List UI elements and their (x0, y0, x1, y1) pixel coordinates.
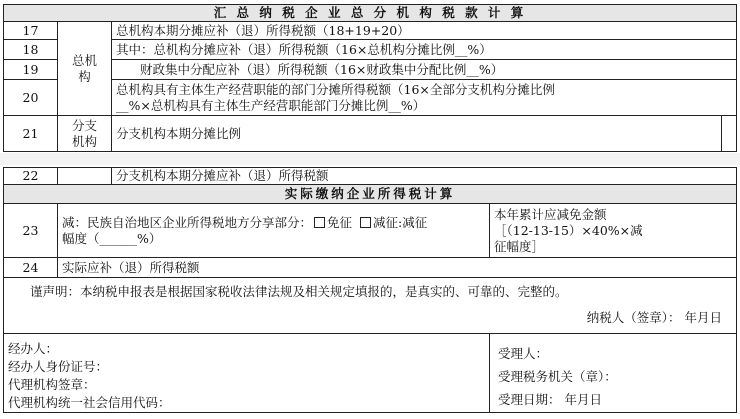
row-text: 分支机构本期分摊比例 (112, 116, 722, 152)
row-number: 24 (4, 258, 58, 278)
agent-block: 经办人： 经办人身份证号： 代理机构签章： 代理机构统一社会信用代码： (4, 334, 490, 413)
table-row (4, 60, 737, 80)
table-row (4, 204, 737, 258)
exempt-checkbox[interactable] (314, 217, 325, 228)
row-text-multiline: 总机构具有主体生产经营职能的部门分摊所得税额（16×全部分支机构分摊比例 __%×总机构具有主体生产经营职能部门分摊比例__%） (112, 80, 737, 116)
reduce-checkbox[interactable] (360, 217, 371, 228)
taxpayer-signature: 纳税人（签章）： 年月日 (586, 310, 722, 325)
annual-reduction-cell: 本年累计应减免金额 ［（12-13-15）×40%×减 征幅度］ (490, 204, 737, 258)
row-text: 财政集中分配应补（退）所得税额（16×财政集中分配比例__%） (112, 60, 737, 80)
table-row (4, 80, 737, 116)
summary-tax-table (3, 4, 737, 152)
table-row (4, 258, 737, 278)
group-label-zong: 总机构 (58, 22, 112, 116)
row-text: 总机构本期分摊应补（退）所得税额（18+19+20） (112, 22, 737, 40)
row-number: 18 (4, 40, 58, 60)
acceptance-block: 受理人： 受理税务机关（章）： 受理日期： 年月日 (490, 334, 737, 413)
row-number: 17 (4, 22, 58, 40)
table-row (4, 168, 737, 185)
row-number: 19 (4, 60, 58, 80)
table-row (4, 40, 737, 60)
group-label-fen: 分支机构 (58, 116, 112, 152)
reduction-cell: 减：民族自治地区企业所得税地方分享部分： 免征 减征:减征 幅度（______%） (58, 204, 490, 258)
declaration-text: 谨声明：本纳税申报表是根据国家税收法律法规及相关规定填报的，是真实的、可靠的、完整的。 (30, 284, 568, 299)
row-text: 实际应补（退）所得税额 (58, 258, 737, 278)
row-number: 23 (4, 204, 58, 258)
row-number: 21 (4, 116, 58, 152)
table-row (4, 22, 737, 40)
signature-row (4, 334, 737, 413)
row-number: 22 (4, 168, 58, 185)
actual-tax-table (3, 167, 737, 413)
row-number: 20 (4, 80, 58, 116)
page-gap (0, 153, 740, 165)
declaration-row (4, 278, 737, 334)
section-title: 汇 总 纳 税 企 业 总 分 机 构 税 款 计 算 (4, 5, 737, 22)
section-title: 实际缴纳企业所得税计算 (4, 185, 737, 204)
table-row (4, 116, 737, 152)
row-text: 其中：总机构分摊应补（退）所得税额（16×总机构分摊比例__%） (112, 40, 737, 60)
row-text: 分支机构本期分摊应补（退）所得税额 (112, 168, 737, 185)
